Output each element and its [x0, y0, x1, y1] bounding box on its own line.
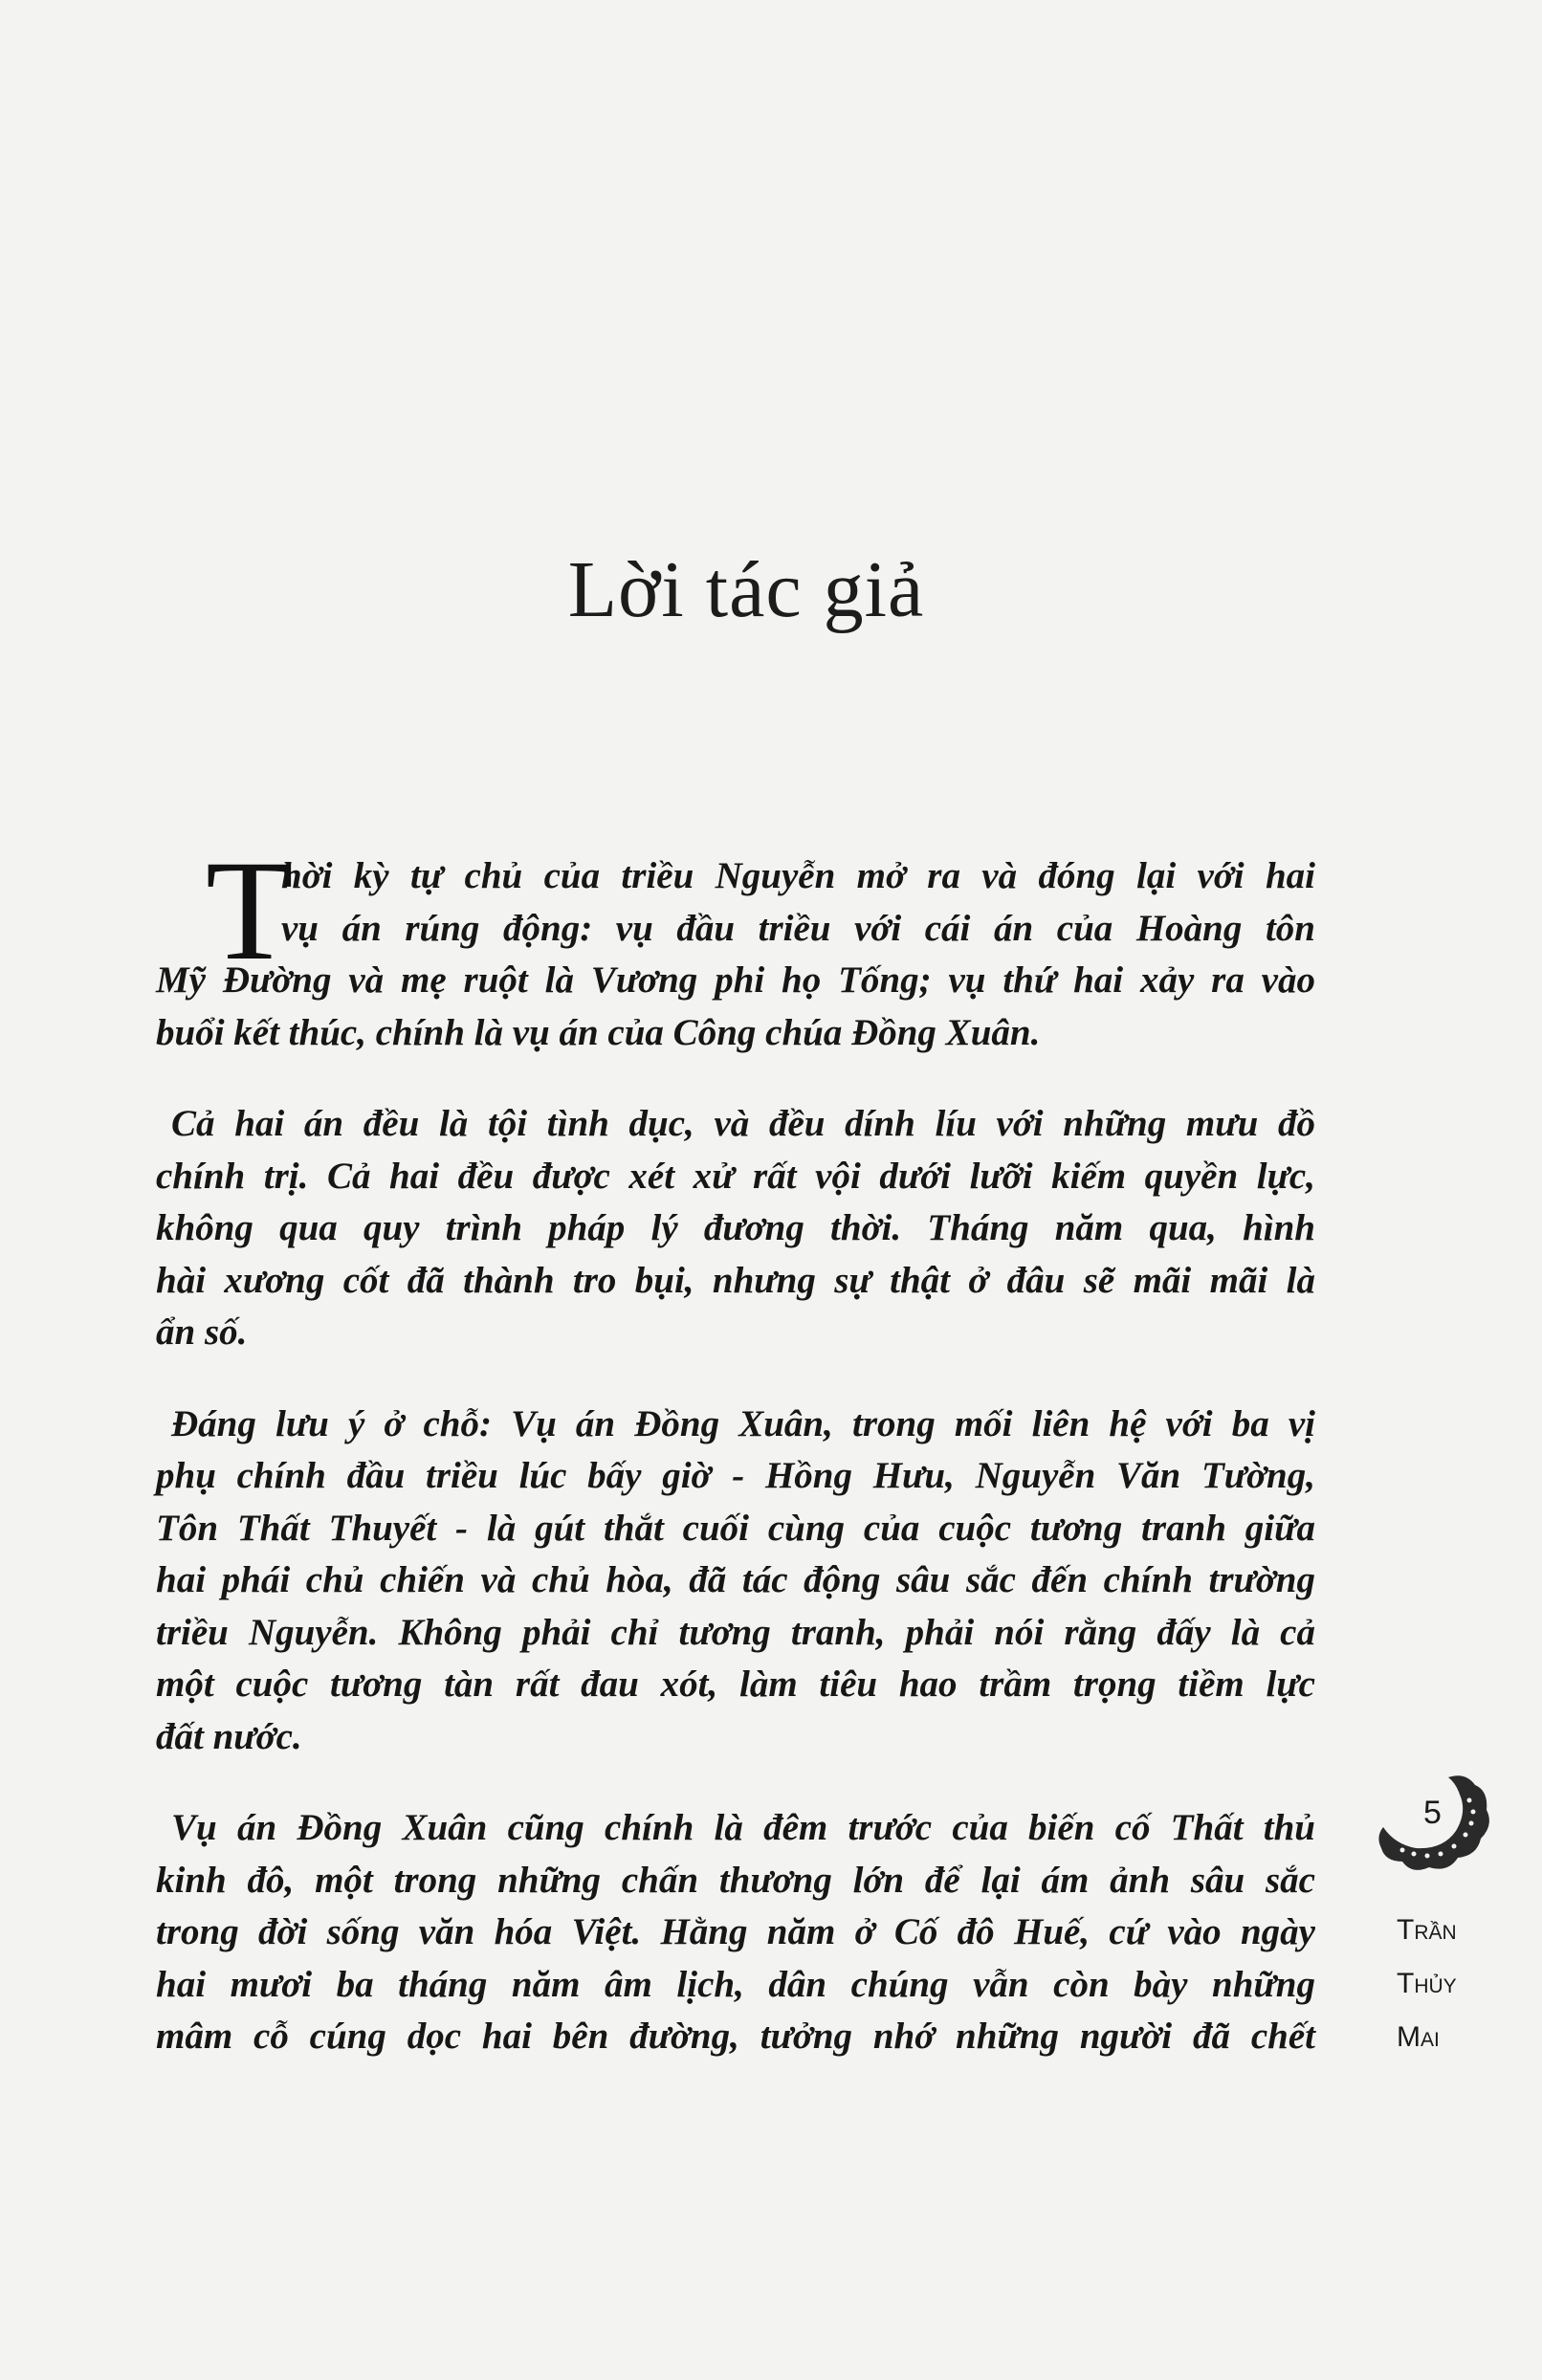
text-line: kinh đô, một trong những chấn thương lớn để lại ám ảnh sâu sắc [156, 1859, 1315, 1901]
paragraph-4 [156, 1802, 1315, 2063]
text-line: hai mươi ba tháng năm âm lịch, dân chúng vẫn còn bày những [156, 1963, 1315, 2005]
text-line: một cuộc tương tàn rất đau xót, làm tiêu hao trầm trọng tiềm lực [156, 1664, 1315, 1705]
text-line: vụ án rúng động: vụ đầu triều với cái án của Hoàng tôn [281, 907, 1315, 949]
page-title: Lời tác giả [567, 545, 925, 635]
text-line: phụ chính đầu triều lúc bấy giờ - Hồng Hưu, Nguyễn Văn Tường, [156, 1455, 1315, 1496]
author-name-line: Trần [1397, 1914, 1457, 1946]
text-line: chính trị. Cả hai đều được xét xử rất vội dưới lưỡi kiếm quyền lực, [156, 1155, 1315, 1197]
text-line: ẩn số. [156, 1311, 248, 1353]
body-text [156, 831, 1315, 2103]
drop-cap: T [206, 831, 294, 990]
paragraph-3 [156, 1399, 1315, 1764]
page-number: 5 [1423, 1795, 1442, 1831]
paragraph-2 [156, 1098, 1315, 1359]
text-line: không qua quy trình pháp lý đương thời. Tháng năm qua, hình [156, 1207, 1315, 1248]
author-name [1397, 1904, 1457, 2064]
text-line: Cả hai án đều là tội tình dục, và đều dính líu với những mưu đồ [171, 1103, 1315, 1144]
paragraph-1 [156, 831, 1315, 1059]
text-line: Mỹ Đường và mẹ ruột là Vương phi họ Tống; vụ thứ hai xảy ra vào [156, 959, 1315, 1001]
text-line: Đáng lưu ý ở chỗ: Vụ án Đồng Xuân, trong mối liên hệ với ba vị [171, 1402, 1315, 1444]
author-name-line: Thủy [1397, 1968, 1457, 1999]
text-line: triều Nguyễn. Không phải chỉ tương tranh, phải nói rằng đấy là cả [156, 1611, 1315, 1653]
text-line: buổi kết thúc, chính là vụ án của Công chúa Đồng Xuân. [156, 1011, 1041, 1053]
text-line: Vụ án Đồng Xuân cũng chính là đêm trước của biến cố Thất thủ [171, 1807, 1315, 1848]
text-line: hai phái chủ chiến và chủ hòa, đã tác động sâu sắc đến chính trường [156, 1559, 1315, 1600]
text-line: đất nước. [156, 1715, 302, 1757]
text-line: hời kỳ tự chủ của triều Nguyễn mở ra và đóng lại với hai [281, 855, 1315, 896]
text-line: trong đời sống văn hóa Việt. Hằng năm ở Cố đô Huế, cứ vào ngày [156, 1911, 1315, 1952]
author-name-line: Mai [1397, 2021, 1440, 2053]
text-line: hài xương cốt đã thành tro bụi, nhưng sự thật ở đâu sẽ mãi mãi là [156, 1259, 1315, 1301]
text-line: mâm cỗ cúng dọc hai bên đường, tưởng nhớ những người đã chết [156, 2016, 1315, 2057]
text-line: Tôn Thất Thuyết - là gút thắt cuối cùng của cuộc tương tranh giữa [156, 1507, 1315, 1549]
